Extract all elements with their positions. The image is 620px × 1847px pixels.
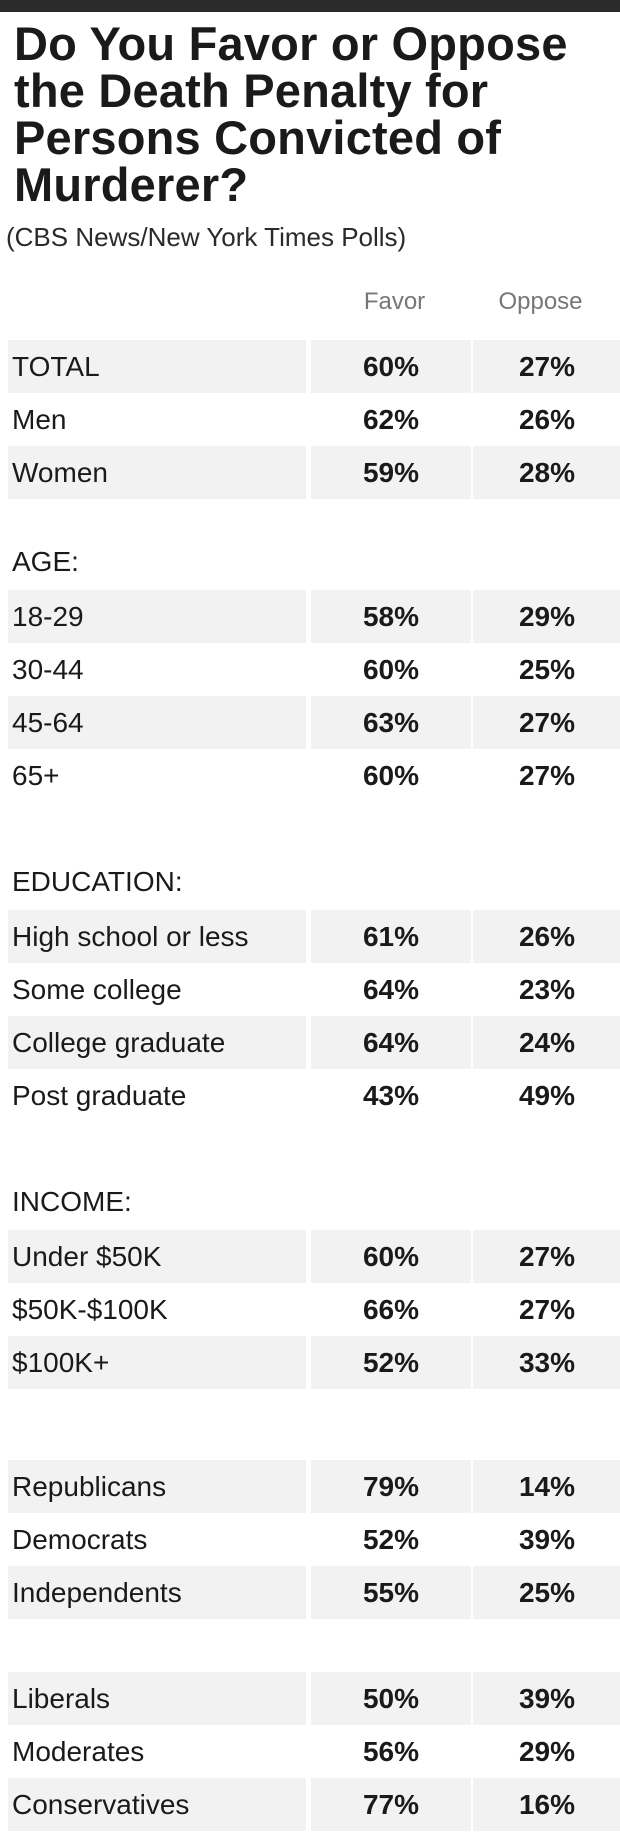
table-row [8, 1566, 620, 1619]
oppose-value: 28% [473, 446, 620, 499]
table-row [8, 1513, 620, 1566]
oppose-value: 29% [518, 1736, 576, 1767]
table-row [8, 340, 620, 393]
table-row [8, 590, 620, 643]
favor-value: 61% [311, 910, 471, 963]
favor-value: 64% [311, 1016, 471, 1069]
row-label: Independents [8, 1566, 306, 1619]
row-label: Conservatives [8, 1778, 306, 1831]
section-heading: AGE: [12, 546, 79, 577]
oppose-value: 39% [518, 1524, 576, 1555]
oppose-value: 26% [518, 404, 576, 435]
row-label: Republicans [8, 1460, 306, 1513]
row-label: Men [12, 404, 67, 435]
oppose-value: 29% [473, 590, 620, 643]
row-label: TOTAL [8, 340, 306, 393]
table-row [8, 1725, 620, 1778]
oppose-value: 25% [473, 1566, 620, 1619]
table-row [8, 696, 620, 749]
chart-title: Do You Favor or Oppose the Death Penalty for Persons Convicted of Murderer? [14, 17, 568, 211]
oppose-value: 27% [518, 760, 576, 791]
chart-subtitle: (CBS News/New York Times Polls) [6, 222, 407, 252]
favor-value: 60% [362, 654, 420, 685]
table-row [8, 1069, 620, 1122]
oppose-value: 24% [473, 1016, 620, 1069]
favor-value: 59% [311, 446, 471, 499]
oppose-value: 26% [473, 910, 620, 963]
section-heading: EDUCATION: [12, 866, 183, 897]
table-row [8, 1336, 620, 1389]
row-label: $50K-$100K [12, 1294, 168, 1325]
favor-value: 79% [311, 1460, 471, 1513]
oppose-value: 27% [473, 340, 620, 393]
row-label: Women [8, 446, 306, 499]
table-row [8, 1283, 620, 1336]
table-row [8, 963, 620, 1016]
row-label: 30-44 [12, 654, 84, 685]
favor-value: 52% [311, 1336, 471, 1389]
table-row [8, 910, 620, 963]
favor-value: 50% [311, 1672, 471, 1725]
favor-value: 66% [362, 1294, 420, 1325]
oppose-value: 14% [473, 1460, 620, 1513]
row-label: Under $50K [8, 1230, 306, 1283]
top-bar [0, 0, 620, 12]
table-row [8, 393, 620, 446]
favor-value: 60% [311, 1230, 471, 1283]
oppose-value: 23% [518, 974, 576, 1005]
row-label: Some college [12, 974, 182, 1005]
favor-value: 77% [311, 1778, 471, 1831]
row-label: 45-64 [8, 696, 306, 749]
row-label: High school or less [8, 910, 306, 963]
oppose-value: 27% [473, 1230, 620, 1283]
row-label: 65+ [12, 760, 60, 791]
table-row [8, 1230, 620, 1283]
favor-value: 56% [362, 1736, 420, 1767]
oppose-value: 27% [473, 696, 620, 749]
table-row [8, 1672, 620, 1725]
oppose-value: 39% [473, 1672, 620, 1725]
table-row [8, 643, 620, 696]
favor-value: 43% [362, 1080, 420, 1111]
column-header-oppose: Oppose [498, 288, 583, 315]
table-row [8, 749, 620, 802]
row-label: Post graduate [12, 1080, 187, 1111]
favor-value: 60% [311, 340, 471, 393]
favor-value: 55% [311, 1566, 471, 1619]
row-label: Democrats [12, 1524, 148, 1555]
table-row [8, 1778, 620, 1831]
row-label: 18-29 [8, 590, 306, 643]
row-label: $100K+ [8, 1336, 306, 1389]
favor-value: 60% [362, 760, 420, 791]
column-header-favor: Favor [363, 288, 426, 315]
oppose-value: 33% [473, 1336, 620, 1389]
oppose-value: 49% [518, 1080, 576, 1111]
favor-value: 64% [362, 974, 420, 1005]
row-label: Liberals [8, 1672, 306, 1725]
row-label: Moderates [12, 1736, 145, 1767]
oppose-value: 25% [518, 654, 576, 685]
favor-value: 62% [362, 404, 420, 435]
section-heading: INCOME: [12, 1186, 132, 1217]
favor-value: 63% [311, 696, 471, 749]
row-label: College graduate [8, 1016, 306, 1069]
oppose-value: 27% [518, 1294, 576, 1325]
favor-value: 52% [362, 1524, 420, 1555]
table-row [8, 1016, 620, 1069]
table-row [8, 1460, 620, 1513]
favor-value: 58% [311, 590, 471, 643]
table-row [8, 446, 620, 499]
oppose-value: 16% [473, 1778, 620, 1831]
